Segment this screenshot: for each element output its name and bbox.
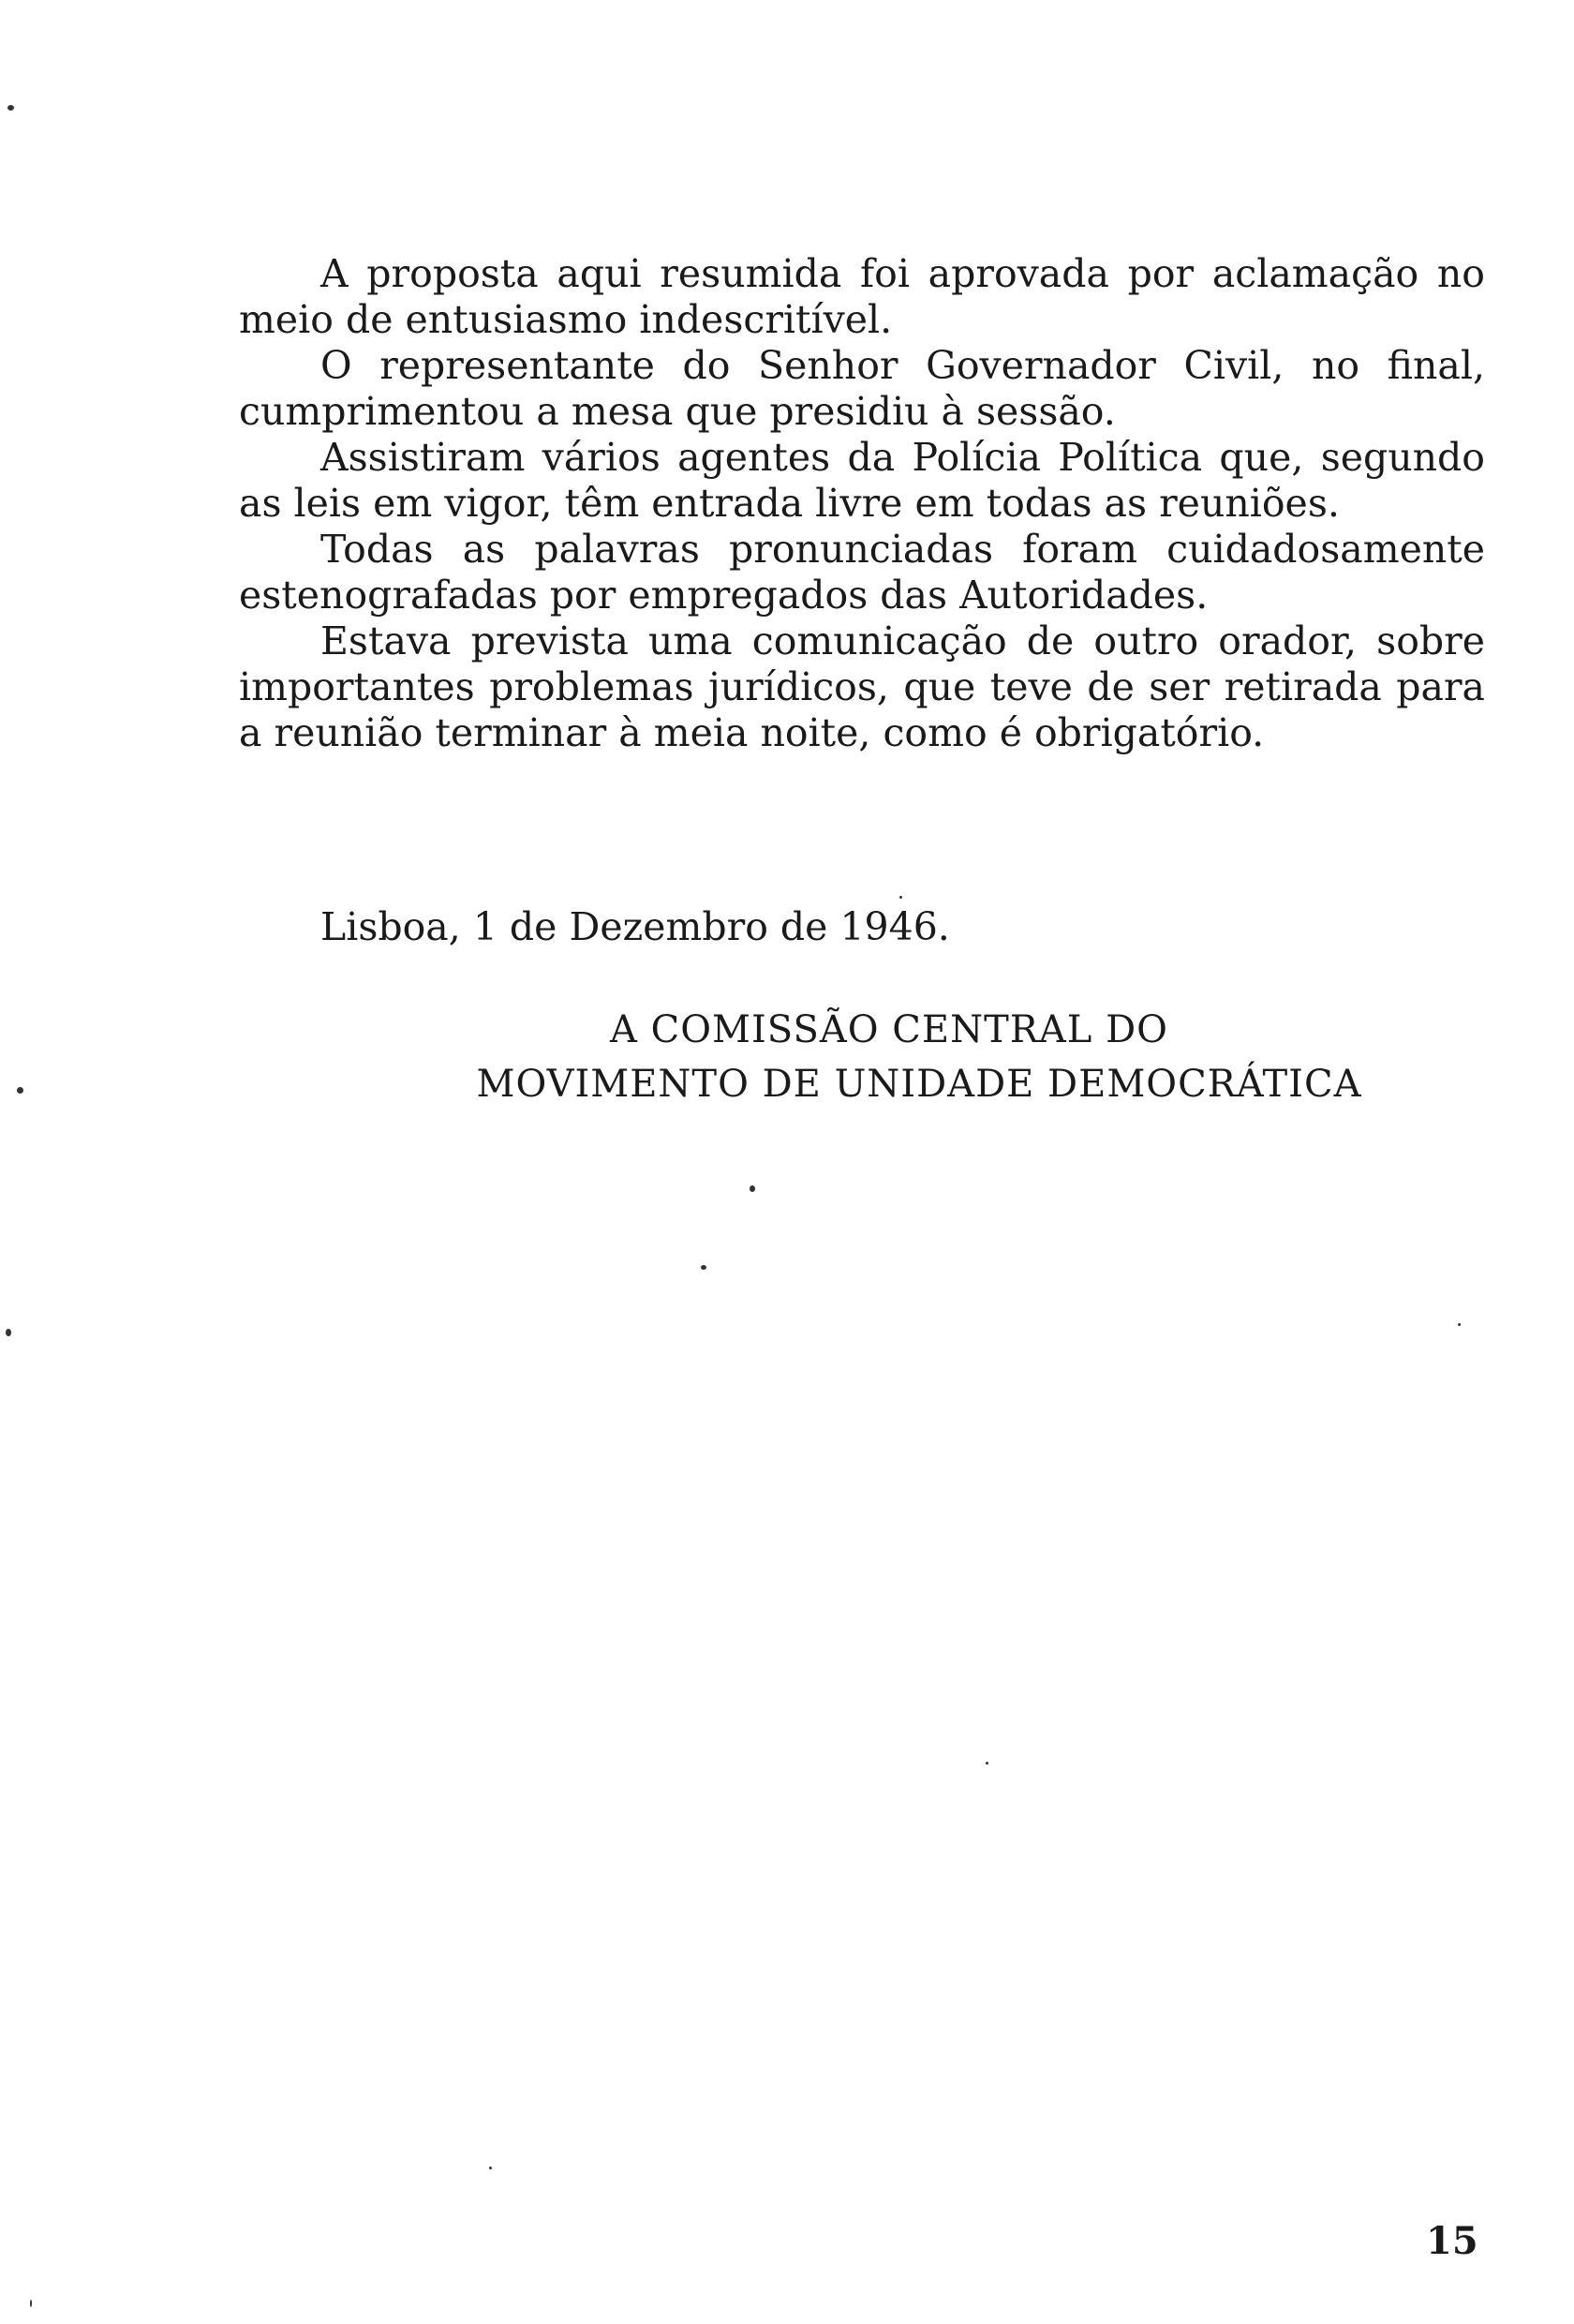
- scan-speck: [750, 1185, 755, 1192]
- scan-speck: [489, 2167, 492, 2169]
- signature-line-1: A COMISSÃO CENTRAL DO: [610, 1008, 1168, 1051]
- scan-speck: [7, 105, 14, 111]
- paragraph-governor: O representante do Senhor Governador Civil, no final, cumprimentou a mesa que presidiu à sessão.: [239, 343, 1485, 434]
- scan-speck: [986, 1762, 988, 1765]
- paragraph-stenography: Todas as palavras pronunciadas foram cuidadosamente estenografadas por empregados das Autoridades.: [239, 527, 1485, 618]
- scan-speck: [701, 1265, 706, 1270]
- scan-speck: [6, 1329, 11, 1336]
- body-text: [239, 251, 1485, 756]
- scan-speck: [1458, 1323, 1461, 1326]
- scan-speck: [30, 2300, 32, 2307]
- signature-block: [239, 1003, 1485, 1111]
- paragraph-speaker: Estava prevista uma comunicação de outro orador, sobre importantes problemas jurídicos, que teve de ser retirada para a reunião terminar à meia noite, como é obrigatório.: [239, 618, 1485, 755]
- paragraph-police: Assistiram vários agentes da Polícia Política que, segundo as leis em vigor, têm entrada livre em todas as reuniões.: [239, 435, 1485, 526]
- signature-line-2: MOVIMENTO DE UNIDADE DEMOCRÁTICA: [476, 1063, 1362, 1106]
- paragraph-approval: A proposta aqui resumida foi aprovada por aclamação no meio de entusiasmo indescritível.: [239, 251, 1485, 342]
- scan-speck: [17, 1087, 23, 1094]
- page-number: 15: [1426, 2219, 1478, 2263]
- scan-speck: [899, 896, 902, 899]
- dateline: Lisboa, 1 de Dezembro de 1946.: [320, 904, 950, 949]
